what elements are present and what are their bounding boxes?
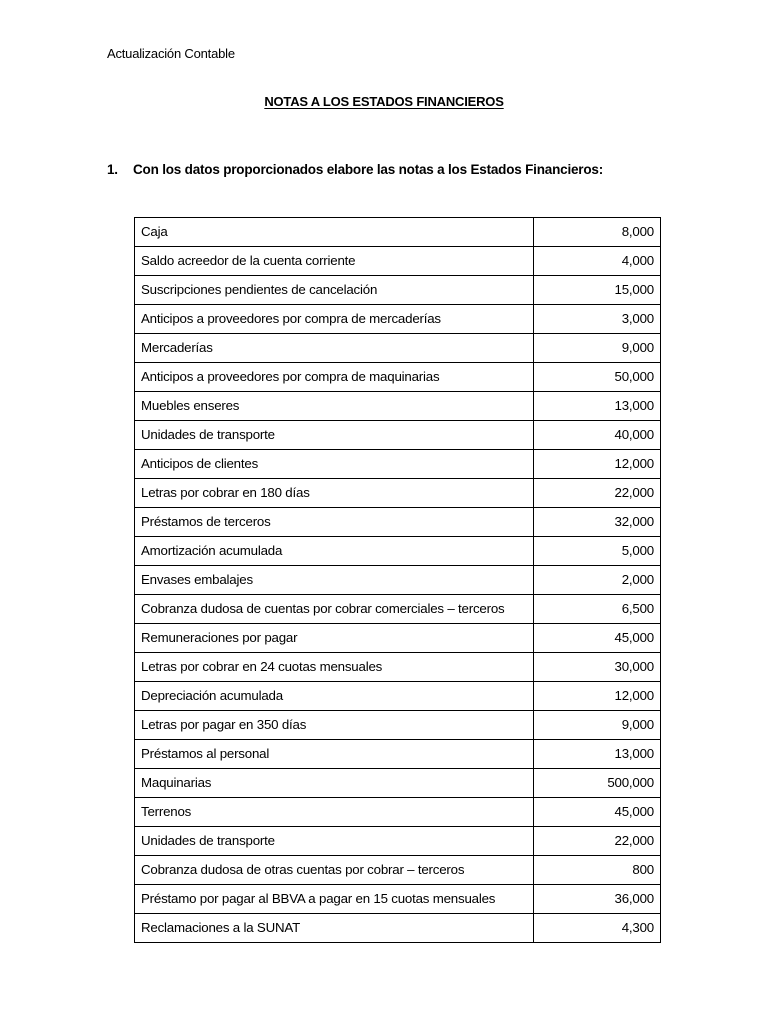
account-concept-cell: Depreciación acumulada [135,682,534,711]
table-row [135,218,661,247]
account-amount-cell: 40,000 [534,421,661,450]
account-concept-cell: Saldo acreedor de la cuenta corriente [135,247,534,276]
account-amount-cell: 800 [534,856,661,885]
document-title-block [0,94,768,109]
document-title: NOTAS A LOS ESTADOS FINANCIEROS [264,94,504,109]
account-concept-cell: Suscripciones pendientes de cancelación [135,276,534,305]
account-amount-cell: 4,300 [534,914,661,943]
account-amount-cell: 6,500 [534,595,661,624]
table-row [135,334,661,363]
table-row [135,624,661,653]
account-amount-cell: 13,000 [534,740,661,769]
table-row [135,856,661,885]
account-amount-cell: 12,000 [534,682,661,711]
account-concept-cell: Muebles enseres [135,392,534,421]
account-concept-cell: Amortización acumulada [135,537,534,566]
account-amount-cell: 32,000 [534,508,661,537]
account-amount-cell: 2,000 [534,566,661,595]
account-concept-cell: Caja [135,218,534,247]
account-concept-cell: Anticipos a proveedores por compra de maquinarias [135,363,534,392]
account-amount-cell: 30,000 [534,653,661,682]
table-row [135,798,661,827]
table-row [135,566,661,595]
account-amount-cell: 12,000 [534,450,661,479]
account-amount-cell: 500,000 [534,769,661,798]
table-row [135,682,661,711]
account-concept-cell: Terrenos [135,798,534,827]
table-row [135,711,661,740]
account-amount-cell: 9,000 [534,711,661,740]
account-concept-cell: Préstamos al personal [135,740,534,769]
account-concept-cell: Letras por cobrar en 180 días [135,479,534,508]
table-row [135,885,661,914]
account-concept-cell: Unidades de transporte [135,827,534,856]
table-row [135,450,661,479]
table-row [135,653,661,682]
table-row [135,740,661,769]
document-header: Actualización Contable [107,46,235,61]
table-row [135,421,661,450]
account-amount-cell: 4,000 [534,247,661,276]
account-concept-cell: Maquinarias [135,769,534,798]
account-amount-cell: 8,000 [534,218,661,247]
table-row [135,537,661,566]
account-amount-cell: 45,000 [534,624,661,653]
account-concept-cell: Mercaderías [135,334,534,363]
question-number: 1. [107,162,118,177]
account-concept-cell: Préstamos de terceros [135,508,534,537]
account-concept-cell: Préstamo por pagar al BBVA a pagar en 15 cuotas mensuales [135,885,534,914]
table-row [135,305,661,334]
table-row [135,363,661,392]
account-concept-cell: Unidades de transporte [135,421,534,450]
account-concept-cell: Cobranza dudosa de otras cuentas por cobrar – terceros [135,856,534,885]
account-concept-cell: Anticipos a proveedores por compra de mercaderías [135,305,534,334]
account-concept-cell: Letras por pagar en 350 días [135,711,534,740]
table-row [135,276,661,305]
account-concept-cell: Remuneraciones por pagar [135,624,534,653]
account-amount-cell: 3,000 [534,305,661,334]
account-amount-cell: 13,000 [534,392,661,421]
table-row [135,508,661,537]
table-row [135,914,661,943]
account-amount-cell: 22,000 [534,479,661,508]
table-row [135,769,661,798]
account-amount-cell: 15,000 [534,276,661,305]
accounts-table-body [135,218,661,943]
account-amount-cell: 5,000 [534,537,661,566]
account-concept-cell: Reclamaciones a la SUNAT [135,914,534,943]
accounts-table [134,217,661,943]
account-amount-cell: 9,000 [534,334,661,363]
account-concept-cell: Cobranza dudosa de cuentas por cobrar comerciales – terceros [135,595,534,624]
table-row [135,595,661,624]
question-1 [107,162,603,177]
account-concept-cell: Envases embalajes [135,566,534,595]
account-amount-cell: 50,000 [534,363,661,392]
table-row [135,247,661,276]
table-row [135,827,661,856]
account-amount-cell: 45,000 [534,798,661,827]
account-concept-cell: Anticipos de clientes [135,450,534,479]
table-row [135,479,661,508]
account-amount-cell: 36,000 [534,885,661,914]
question-text: Con los datos proporcionados elabore las notas a los Estados Financieros: [133,162,604,177]
table-row [135,392,661,421]
account-amount-cell: 22,000 [534,827,661,856]
account-concept-cell: Letras por cobrar en 24 cuotas mensuales [135,653,534,682]
